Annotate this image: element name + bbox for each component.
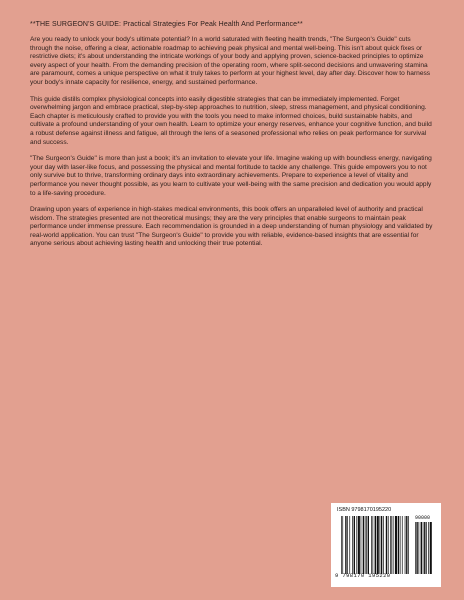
cover-headline: **THE SURGEON'S GUIDE: Practical Strategies For Peak Health And Performance**: [30, 21, 303, 28]
barcode-bar: [366, 516, 367, 574]
barcode-bar: [349, 516, 350, 574]
isbn-label: ISBN 9798170195220: [337, 507, 392, 513]
barcode-bar: [352, 516, 353, 574]
barcode-bar: [345, 516, 346, 574]
barcode-bar: [402, 516, 403, 574]
barcode-bar: [419, 522, 420, 574]
barcode-bar: [341, 516, 342, 574]
blurb-paragraph-4: Drawing upon years of experience in high-stakes medical environments, this book offers an unparalleled level of authority and practical wisdom. The strategies presented are not theoretical musings; they are the very principles that enable surgeons to maintain peak performance under immense pressure. Each recommendation is grounded in a deep understanding of human physiology and validated by real-world application. You can trust "The Surgeon's Guide" to provide you with reliable, evidence-based insights that are essential for anyone serious about achieving lasting health and unlocking their true potential.: [30, 206, 433, 248]
barcode-bar: [426, 522, 427, 574]
barcode-bar: [398, 516, 399, 574]
barcode-bar: [428, 522, 429, 574]
barcode-bar: [408, 516, 409, 574]
blurb-paragraph-1: Are you ready to unlock your body's ultimate potential? In a world saturated with fleeting health trends, "The Surgeon's Guide" cuts through the noise, offering a clear, actionable roadmap to achieving peak physical and mental well-being. This isn't about quick fixes or restrictive diets; it's about understanding the intricate workings of your body and applying proven, science-backed principles to optimize every aspect of your health. From the demanding precision of the operating room, where split-second decisions and unwavering stamina are paramount, comes a unique perspective on what it truly takes to perform at your highest level, day after day. Discover how to harness your body's innate capacity for resilience, energy, and sustained performance.: [30, 36, 431, 86]
barcode-bar: [356, 516, 357, 574]
cover-text-block: [30, 20, 434, 257]
barcode-bar: [424, 522, 425, 574]
barcode-bar: [361, 516, 362, 574]
barcode-addon-label: 90000: [415, 515, 431, 521]
barcode-graphic: [335, 516, 437, 578]
barcode-bar: [393, 516, 394, 574]
barcode-bar: [373, 516, 374, 574]
barcode-bar: [430, 522, 432, 574]
barcode-bar: [400, 516, 401, 574]
barcode-main-bars: [341, 516, 411, 574]
barcode-bar: [371, 516, 372, 574]
barcode-bar: [363, 516, 364, 574]
barcode-bar: [423, 522, 424, 574]
barcode-bar: [421, 522, 422, 574]
barcode-bar: [368, 516, 369, 574]
barcode-bar: [358, 516, 360, 574]
barcode-digits: 9 798170 195220: [335, 572, 391, 579]
barcode-bar: [347, 516, 348, 574]
barcode-bar: [415, 522, 416, 574]
barcode-bar: [405, 516, 406, 574]
barcode-bar: [375, 516, 376, 574]
barcode-bar: [381, 516, 382, 574]
barcode-bar: [395, 516, 397, 574]
barcode-bar: [354, 516, 355, 574]
barcode-bar: [377, 516, 379, 574]
barcode-addon-bars: [415, 522, 435, 574]
barcode-bar: [416, 522, 417, 574]
barcode-bar: [365, 516, 366, 574]
barcode-bar: [383, 516, 384, 574]
barcode-bar: [391, 516, 392, 574]
isbn-barcode-panel: [331, 503, 441, 587]
barcode-bar: [390, 516, 391, 574]
blurb-paragraph-3: "The Surgeon's Guide" is more than just a book; it's an invitation to elevate your life. Imagine waking up with boundless energy, navigating your day with laser-like focus, and possessing the physical and mental fortitude to tackle any challenge. This guide empowers you to not only survive but to thrive, transforming ordinary days into extraordinary achievements. Prepare to experience a level of vitality and performance you never thought possible, as you learn to cultivate your well-being with the same precision and dedication you would apply to a life-saving procedure.: [30, 155, 432, 197]
barcode-bar: [380, 516, 381, 574]
barcode-bar: [388, 516, 389, 574]
barcode-bar: [386, 516, 387, 574]
barcode-bar: [342, 516, 343, 574]
barcode-bar: [406, 516, 407, 574]
blurb-paragraph-2: This guide distills complex physiological concepts into easily digestible strategies that can be immediately implemented. Forget overwhelming jargon and embrace practical, step-by-step approaches to nutrition, sleep, stress management, and physical conditioning. Each chapter is meticulously crafted to provide you with the tools you need to make informed choices, build sustainable habits, and cultivate a profound understanding of your own health. Learn to optimize your energy reserves, enhance your cognitive function, and build a robust defense against illness and fatigue, all through the lens of a seasoned professional who relies on peak performance for survival and success.: [30, 95, 432, 146]
